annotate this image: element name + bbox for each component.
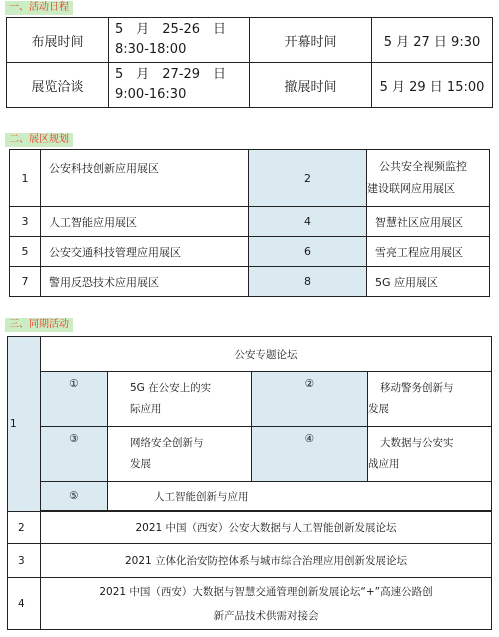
sub-item-line: 网络安全创新与 [130,437,204,449]
zone-name: 人工智能应用展区 [41,207,249,237]
table-row [10,237,490,267]
exhibition-date: 5 月 27-29 日 [115,67,227,82]
section-title-events: 三、同期活动 [5,318,73,332]
table-row [7,63,493,108]
zone-name: 雪亮工程应用展区 [367,237,490,267]
event-title [41,578,492,630]
sub-item-mark: ③ [41,427,108,482]
setup-time-label: 布展时间 [7,18,109,63]
zone-name: 公安科技创新应用展区 [41,150,249,207]
table-row [8,372,492,427]
event-title: 2021 立体化治安防控体系与城市综合治理应用创新发展论坛 [41,544,492,578]
table-row [8,578,492,630]
schedule-table [6,17,493,108]
zone-number: 3 [10,207,41,237]
zone-number: 7 [10,267,41,297]
event-title-line: 新产品技术供需对接会 [213,609,319,622]
table-row [10,207,490,237]
table-row [7,18,493,63]
table-row [10,267,490,297]
table-row [8,427,492,482]
opening-time-label: 开幕时间 [250,18,372,63]
sub-item-text: 人工智能创新与应用 [108,482,492,511]
forum-heading: 公安专题论坛 [41,337,492,372]
table-row [8,544,492,578]
sub-item-mark: ① [41,372,108,427]
section-title-schedule: 一、活动日程 [5,1,73,15]
zone-number: 1 [10,150,41,207]
event-number: 2 [8,512,41,544]
event-title-line: 2021 中国（西安）大数据与智慧交通管理创新发展论坛“+”高速公路创 [99,585,433,598]
teardown-time-value: 5 月 29 日 15:00 [372,63,493,108]
exhibition-hours: 9:00-16:30 [115,87,187,102]
teardown-time-label: 撤展时间 [250,63,372,108]
event-number: 3 [8,544,41,578]
opening-time-value: 5 月 27 日 9:30 [372,18,493,63]
event-number: 4 [8,578,41,630]
zone-name: 警用反恐技术应用展区 [41,267,249,297]
table-row [8,337,492,372]
zone-name [367,150,490,207]
zone-number: 4 [249,207,367,237]
sub-item-text [108,372,252,427]
sub-item-line: 发展 [368,403,389,415]
sub-item-mark: ② [252,372,368,427]
zone-name: 公安交通科技管理应用展区 [41,237,249,267]
sub-item-line: 战应用 [368,458,400,470]
zone-number: 5 [10,237,41,267]
exhibition-value [109,63,250,108]
setup-hours: 8:30-18:00 [115,42,187,57]
sub-item-mark: ⑤ [41,482,108,511]
table-row [8,512,492,544]
zone-name-line1: 公共安全视频监控 [379,160,467,173]
zone-number: 2 [249,150,367,207]
zones-table [9,149,490,297]
events-table [7,336,492,630]
zone-number: 6 [249,237,367,267]
sub-item-text [368,372,492,427]
table-row [10,150,490,207]
zone-name: 5G 应用展区 [367,267,490,297]
sub-item-text [368,427,492,482]
zone-number: 8 [249,267,367,297]
sub-item-line: 移动警务创新与 [380,382,454,394]
sub-item-line: 5G 在公安上的实 [130,382,212,394]
event-title: 2021 中国（西安）公安大数据与人工智能创新发展论坛 [41,512,492,544]
zone-name: 智慧社区应用展区 [367,207,490,237]
sub-item-text [108,427,252,482]
zone-name-line2: 建设联网应用展区 [367,182,455,195]
section-title-zones: 二、展区规划 [5,133,73,147]
event-number: 1 [8,337,41,512]
table-row [8,482,492,511]
sub-item-line: 发展 [130,458,151,470]
setup-time-value [109,18,250,63]
sub-item-mark: ④ [252,427,368,482]
setup-date: 5 月 25-26 日 [115,22,227,37]
sub-item-line: 大数据与公安实 [380,437,454,449]
exhibition-label: 展览洽谈 [7,63,109,108]
sub-item-line: 际应用 [130,403,162,415]
